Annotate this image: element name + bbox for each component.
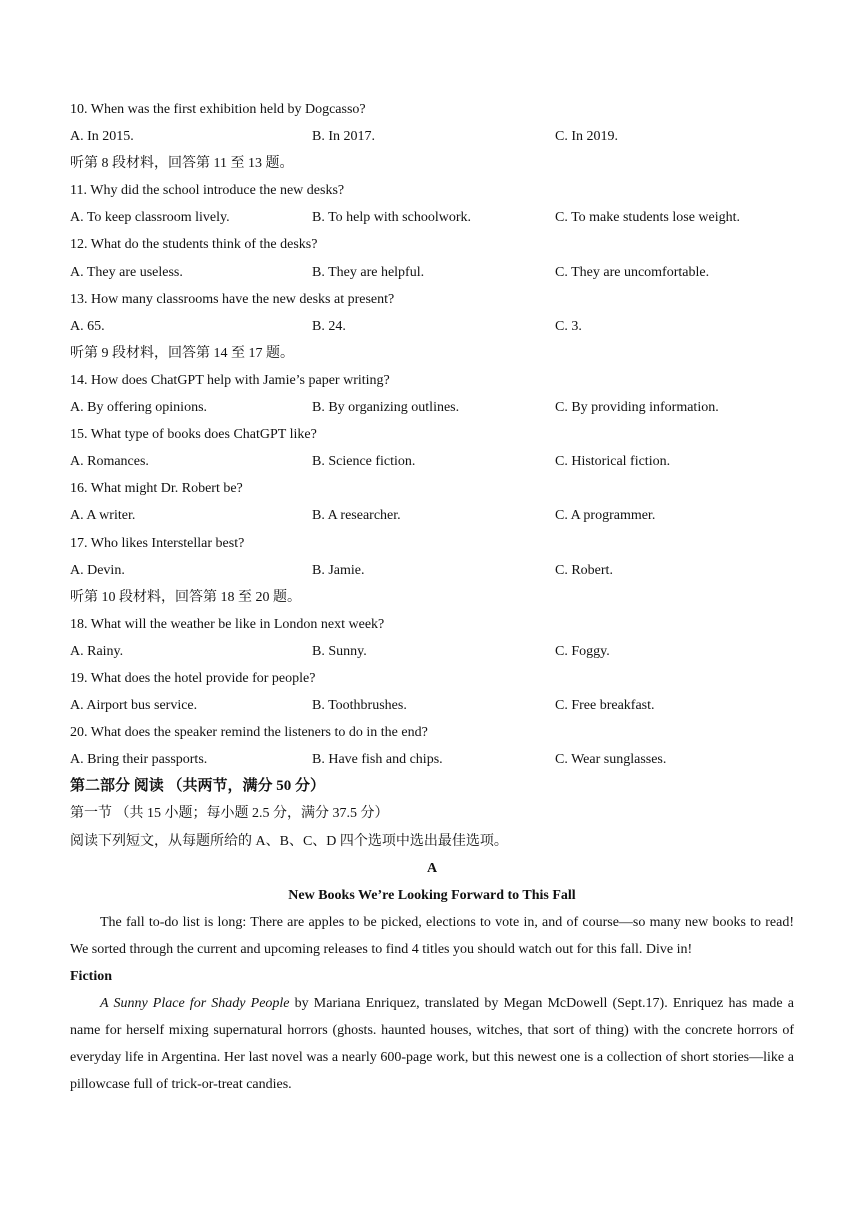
option-c: C. In 2019. <box>555 129 618 145</box>
options-11 <box>70 204 794 231</box>
option-c: C. 3. <box>555 318 582 334</box>
question-11: 11. Why did the school introduce the new desks? <box>70 183 345 199</box>
passage-title: New Books We’re Looking Forward to This Fall <box>288 887 576 903</box>
question-17: 17. Who likes Interstellar best? <box>70 535 245 551</box>
option-b: B. Sunny. <box>312 643 367 659</box>
exam-page <box>70 96 794 1098</box>
option-b: B. Have fish and chips. <box>312 752 443 768</box>
option-c: C. By providing information. <box>555 400 719 416</box>
question-20: 20. What does the speaker remind the listeners to do in the end? <box>70 725 428 741</box>
part2-instruction: 阅读下列短文，从每题所给的 A、B、C、D 四个选项中选出最佳选项。 <box>70 833 508 849</box>
option-a: A. Devin. <box>70 562 125 578</box>
options-10 <box>70 123 794 150</box>
book-description: by Mariana Enriquez, translated by Megan McDowell (Sept.17). Enriquez has made a name for herself mixing supernatural horrors (ghosts. haunted houses, witches, that sort of thing) with the concrete horrors of everyday life in Argentina. Her last novel was a nearly 600-page work, but this newest one is a collection of short stories—like a pillowcase full of trick-or-treat candies. <box>70 996 794 1093</box>
genre-heading: Fiction <box>70 969 112 984</box>
options-20 <box>70 746 794 773</box>
options-16 <box>70 502 794 529</box>
option-c: C. Historical fiction. <box>555 454 671 470</box>
option-b: B. In 2017. <box>312 129 375 145</box>
option-a: A. A writer. <box>70 508 136 524</box>
option-b: B. Toothbrushes. <box>312 698 407 714</box>
option-c: C. A programmer. <box>555 508 656 524</box>
option-b: B. Science fiction. <box>312 454 416 470</box>
option-a: A. 65. <box>70 318 105 334</box>
options-14 <box>70 394 794 421</box>
option-a: A. Bring their passports. <box>70 752 208 768</box>
part2-subheading: 第一节 （共 15 小题；每小题 2.5 分，满分 37.5 分） <box>70 806 389 822</box>
option-c: C. Wear sunglasses. <box>555 752 667 768</box>
options-13 <box>70 313 794 340</box>
option-a: A. Rainy. <box>70 643 124 659</box>
question-15: 15. What type of books does ChatGPT like? <box>70 427 317 443</box>
options-17 <box>70 557 794 584</box>
option-c: C. Foggy. <box>555 643 610 659</box>
section-instruction: 听第 9 段材料，回答第 14 至 17 题。 <box>70 345 294 361</box>
options-19 <box>70 692 794 719</box>
options-15 <box>70 448 794 475</box>
option-c: C. They are uncomfortable. <box>555 264 710 280</box>
question-12: 12. What do the students think of the desks? <box>70 237 318 253</box>
options-12 <box>70 259 794 286</box>
option-a: A. By offering opinions. <box>70 400 208 416</box>
option-c: C. To make students lose weight. <box>555 210 741 226</box>
option-a: A. Airport bus service. <box>70 698 198 714</box>
question-14: 14. How does ChatGPT help with Jamie’s paper writing? <box>70 372 390 388</box>
option-b: B. 24. <box>312 318 346 334</box>
section-instruction: 听第 10 段材料，回答第 18 至 20 题。 <box>70 589 301 605</box>
option-a: A. Romances. <box>70 454 149 470</box>
question-16: 16. What might Dr. Robert be? <box>70 481 243 497</box>
passage-letter: A <box>426 860 438 876</box>
option-c: C. Robert. <box>555 562 613 578</box>
option-b: B. Jamie. <box>312 562 365 578</box>
option-a: A. In 2015. <box>70 129 134 145</box>
option-b: B. A researcher. <box>312 508 401 524</box>
option-b: B. To help with schoolwork. <box>312 210 471 226</box>
part2-heading: 第二部分 阅读 （共两节，满分 50 分） <box>70 778 326 795</box>
option-c: C. Free breakfast. <box>555 698 655 714</box>
section-instruction: 听第 8 段材料，回答第 11 至 13 题。 <box>70 156 294 172</box>
option-b: B. They are helpful. <box>312 264 425 280</box>
question-19: 19. What does the hotel provide for people? <box>70 670 316 686</box>
book-entry <box>70 990 794 1098</box>
question-18: 18. What will the weather be like in London next week? <box>70 616 385 632</box>
question-13: 13. How many classrooms have the new desks at present? <box>70 291 395 307</box>
options-18 <box>70 638 794 665</box>
option-b: B. By organizing outlines. <box>312 400 460 416</box>
option-a: A. To keep classroom lively. <box>70 210 230 226</box>
question-10: 10. When was the first exhibition held by Dogcasso? <box>70 102 366 117</box>
book-title: A Sunny Place for Shady People <box>100 996 290 1012</box>
option-a: A. They are useless. <box>70 264 183 280</box>
passage-intro: The fall to-do list is long: There are apples to be picked, elections to vote in, and of course—so many new books to read! We sorted through the current and upcoming releases to find 4 titles you should watch out for this fall. Dive in! <box>70 914 794 957</box>
